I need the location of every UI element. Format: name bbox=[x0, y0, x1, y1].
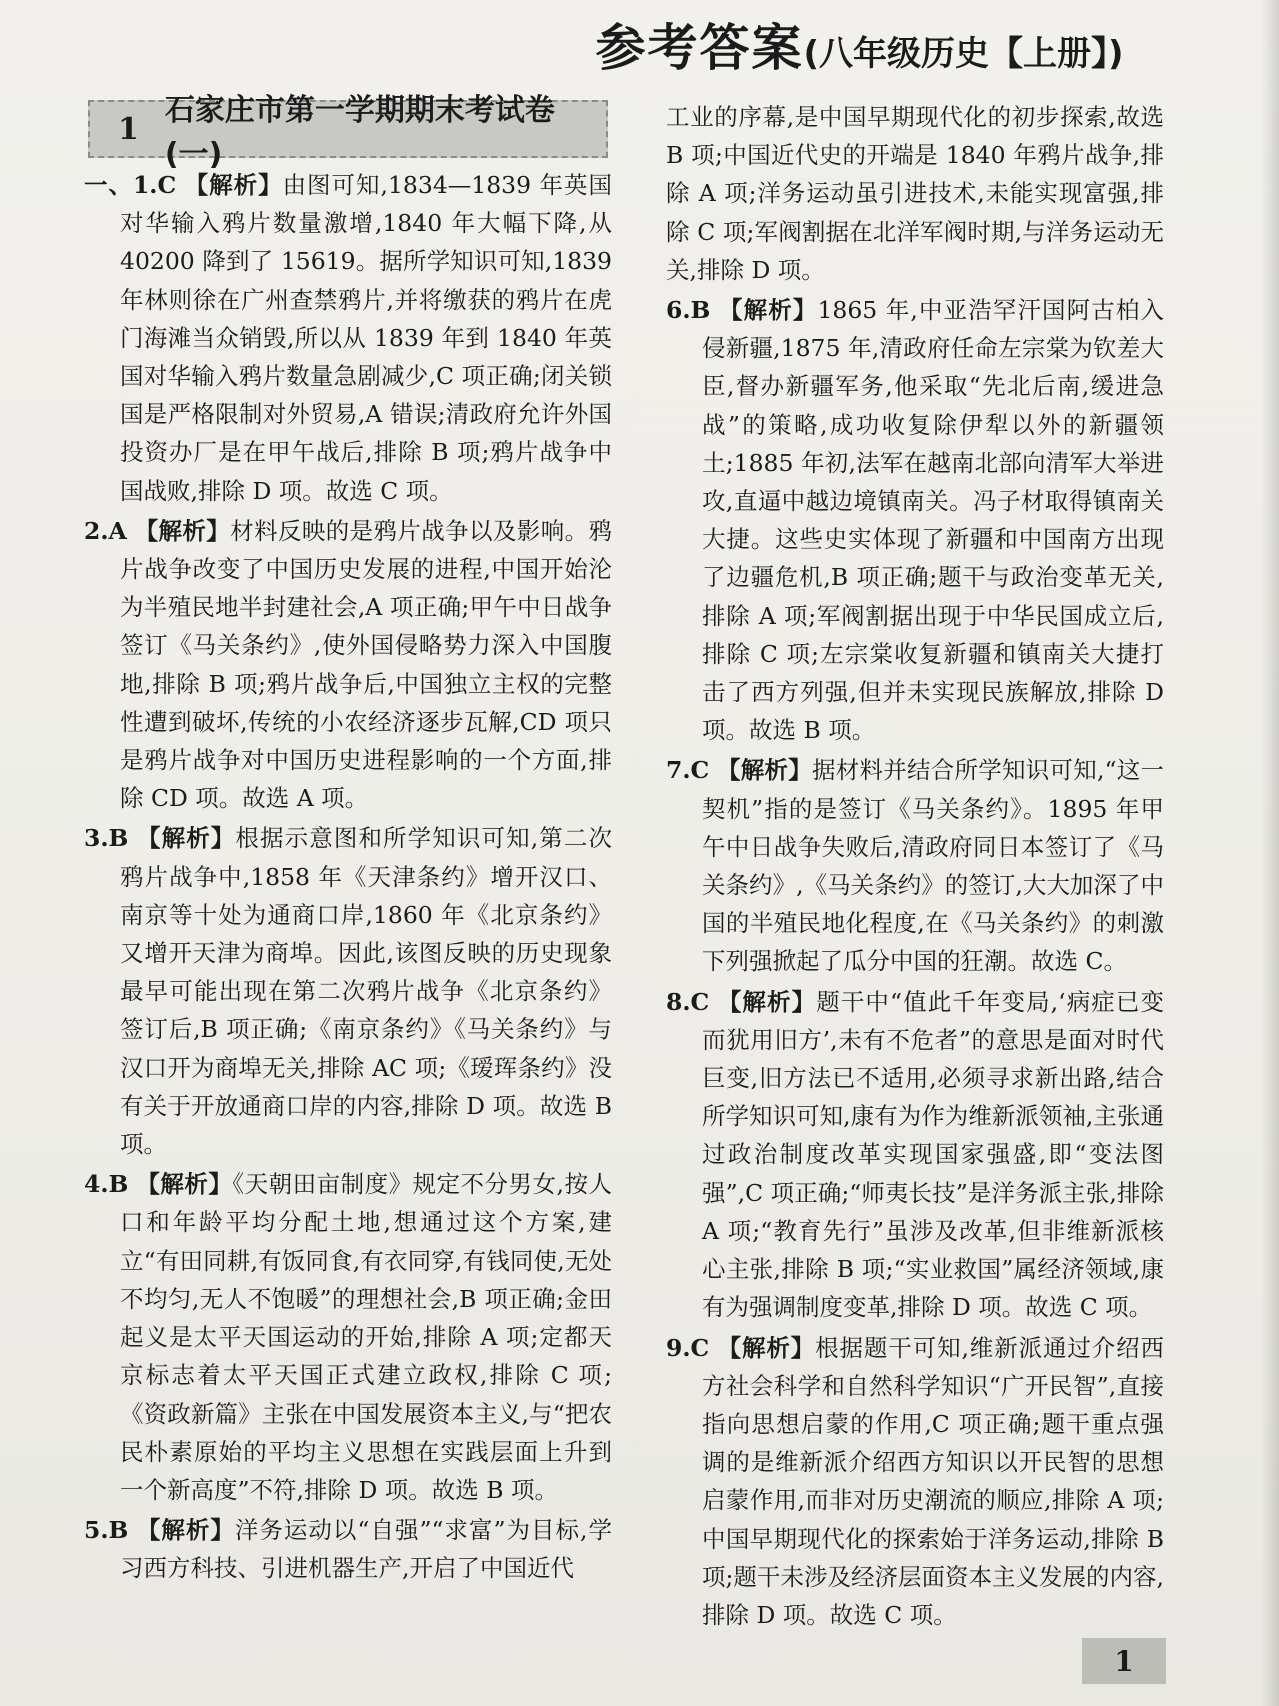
answer-number: 5.B bbox=[84, 1516, 129, 1545]
answer-number: 6.B bbox=[666, 296, 711, 325]
section-name: 石家庄市第一学期期末考试卷(一) bbox=[164, 93, 555, 172]
answer-item-4 bbox=[84, 1165, 612, 1509]
answer-text: 据材料并结合所学知识可知,“这一契机”指的是签订《马关条约》。1895 年甲午中日战争失败后,清政府同日本签订了《马关条约》,《马关条约》的签订,大大加深了中国的半殖民地化程度,在《马关条约》的刺激下列强掀起了瓜分中国的狂潮。故选 C。 bbox=[702, 756, 1165, 976]
right-column bbox=[666, 98, 1164, 1636]
page-number: 1 bbox=[1082, 1638, 1166, 1684]
answer-item-1 bbox=[84, 166, 612, 510]
answer-text: 洋务运动以“自强”“求富”为目标,学习西方科技、引进机器生产,开启了中国近代 bbox=[120, 1516, 612, 1583]
answer-item-7 bbox=[666, 751, 1164, 980]
answer-text: 根据示意图和所学知识可知,第二次鸦片战争中,1858 年《天津条约》增开汉口、南京等十处为通商口岸,1860 年《北京条约》又增开天津为商埠。因此,该图反映的历史现象最早可能出现在第二次鸦片战争《北京条约》签订后,B 项正确;《南京条约》《马关条约》与汉口开为商埠无关,排除 AC 项;《瑷珲条约》没有关于开放通商口岸的内容,排除 D 项。故选 B 项。 bbox=[120, 824, 612, 1159]
analysis-tag: 【解析】 bbox=[717, 987, 817, 1016]
analysis-tag: 【解析】 bbox=[136, 1516, 235, 1545]
answer-item-2 bbox=[84, 512, 612, 818]
section-number: 1 bbox=[118, 111, 139, 147]
left-column bbox=[84, 166, 612, 1590]
answer-item-8 bbox=[666, 983, 1164, 1327]
answer-number: 3.B bbox=[84, 824, 129, 853]
answer-number: 一、1.C bbox=[84, 171, 177, 199]
answer-number: 8.C bbox=[666, 987, 710, 1016]
page-subtitle: (八年级历史【上册】) bbox=[803, 34, 1124, 74]
answer-number: 4.B bbox=[84, 1170, 129, 1199]
analysis-tag: 【解析】 bbox=[719, 296, 818, 325]
answer-item-9 bbox=[666, 1329, 1164, 1635]
analysis-tag: 【解析】 bbox=[134, 516, 231, 545]
analysis-tag: 【解析】 bbox=[716, 756, 812, 785]
section-banner bbox=[88, 93, 608, 172]
answer-text: 《天朝田亩制度》规定不分男女,按人口和年龄平均分配土地,想通过这个方案,建立“有田同耕,有饭同食,有衣同穿,有钱同使,无处不均匀,无人不饱暖”的理想社会,B 项正确;金田起义是太平天国运动的开始,排除 A 项;定都天京标志着太平天国正式建立政权,排除 C 项;《资政新篇》主张在中国发展资本主义,与“把农民朴素原始的平均主义思想在实践层面上升到一个新高度”不符,排除 D 项。故选 B 项。 bbox=[120, 1170, 612, 1504]
page-header bbox=[0, 8, 1279, 78]
analysis-tag: 【解析】 bbox=[184, 171, 283, 199]
answer-text: 材料反映的是鸦片战争以及影响。鸦片战争改变了中国历史发展的进程,中国开始沦为半殖民地半封建社会,A 项正确;甲午中日战争签订《马关条约》,使外国侵略势力深入中国腹地,排除 B 项;鸦片战争后,中国独立主权的完整性遭到破坏,传统的小农经济逐步瓦解,CD 项只是鸦片战争对中国历史进程影响的一个方面,排除 CD 项。故选 A 项。 bbox=[120, 516, 612, 813]
analysis-tag: 【解析】 bbox=[717, 1333, 816, 1362]
answer-text: 题干中“值此千年变局,‘病症已变而犹用旧方’,未有不危者”的意思是面对时代巨变,旧方法已不适用,必须寻求新出路,结合所学知识可知,康有为作为维新派领袖,主张通过政治制度改革实现国家强盛,即“变法图强”,C 项正确;“师夷长技”是洋务派主张,排除 A 项;“教育先行”虽涉及改革,但非维新派核心主张,排除 B 项;“实业救国”属经济领域,康有为强调制度变革,排除 D 项。故选 C 项。 bbox=[702, 987, 1164, 1322]
page-title: 参考答案 bbox=[595, 19, 804, 77]
answer-item-5 bbox=[84, 1511, 612, 1587]
answer-5-continuation: 工业的序幕,是中国早期现代化的初步探索,故选 B 项;中国近代史的开端是 1840 年鸦片战争,排除 A 项;洋务运动虽引进技术,未能实现富强,排除 C 项;军阀割据在北洋军阀时期,与洋务运动无关,排除 D 项。 bbox=[666, 103, 1164, 284]
answer-number: 9.C bbox=[666, 1333, 710, 1362]
answer-item-3 bbox=[84, 819, 612, 1163]
answer-number: 2.A bbox=[84, 516, 127, 545]
answer-text: 由图可知,1834—1839 年英国对华输入鸦片数量激增,1840 年大幅下降,从 40200 降到了 15619。据所学知识可知,1839 年林则徐在广州查禁鸦片,并将缴获的鸦片在虎门海滩当众销毁,所以从 1839 年到 1840 年英国对华输入鸦片数量急剧减少,C 项正确;闭关锁国是严格限制对外贸易,A 错误;清政府允许外国投资办厂是在甲午战后,排除 B 项;鸦片战争中国战败,排除 D 项。故选 C 项。 bbox=[120, 171, 612, 505]
answer-text: 根据题干可知,维新派通过介绍西方社会科学和自然科学知识“广开民智”,直接指向思想启蒙的作用,C 项正确;题干重点强调的是维新派介绍西方知识以开民智的思想启蒙作用,而非对历史潮流的顺应,排除 A 项;中国早期现代化的探索始于洋务运动,排除 B 项;题干未涉及经济层面资本主义发展的内容,排除 D 项。故选 C 项。 bbox=[702, 1333, 1164, 1629]
page-edge-shadow bbox=[1261, 0, 1279, 1706]
answer-number: 7.C bbox=[666, 756, 710, 785]
analysis-tag: 【解析】 bbox=[136, 1170, 233, 1199]
analysis-tag: 【解析】 bbox=[136, 824, 236, 853]
answer-text: 1865 年,中亚浩罕汗国阿古柏入侵新疆,1875 年,清政府任命左宗棠为钦差大臣,督办新疆军务,他采取“先北后南,缓进急战”的策略,成功收复除伊犁以外的新疆领土;1885 年初,法军在越南北部向清军大举进攻,直逼中越边境镇南关。冯子材取得镇南关大捷。这些史实体现了新疆和中国南方出现了边疆危机,B 项正确;题干与政治变革无关,排除 A 项;军阀割据出现于中华民国成立后,排除 C 项;左宗棠收复新疆和镇南关大捷打击了西方列强,但并未实现民族解放,排除 D 项。故选 B 项。 bbox=[702, 296, 1164, 745]
answer-item-6 bbox=[666, 291, 1164, 749]
